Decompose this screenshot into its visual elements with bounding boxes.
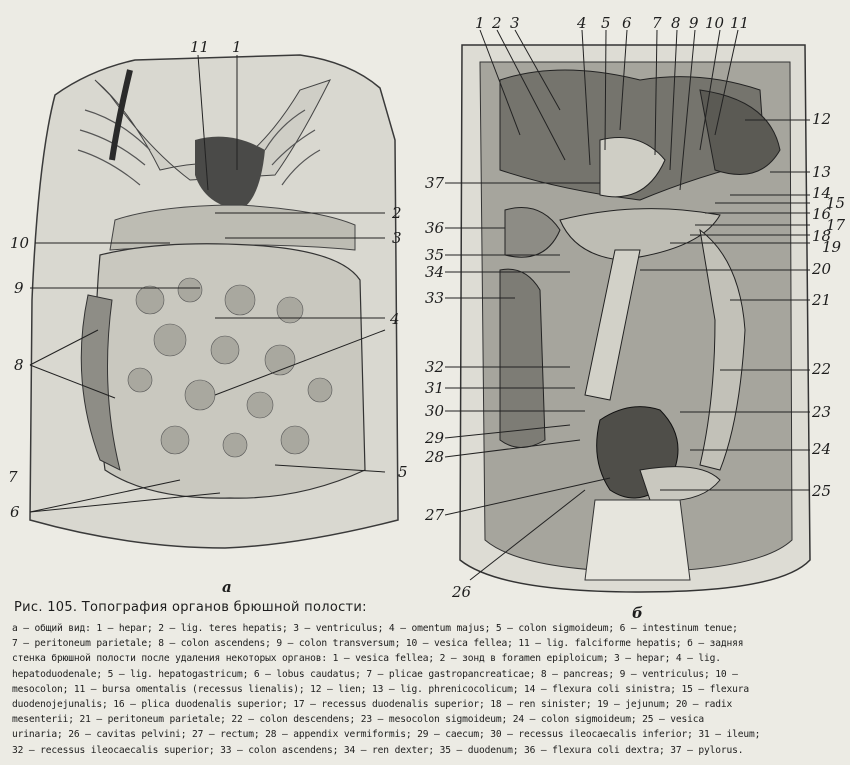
plate-b-callout-27: 27 xyxy=(425,506,445,524)
plate-a-label: а xyxy=(222,578,232,596)
plate-b-callout-12: 12 xyxy=(812,110,832,128)
plate-a-callout-1: 1 xyxy=(232,38,242,56)
plate-b-callout-18: 18 xyxy=(812,227,832,245)
caption-line: mesenterii; 21 — peritoneum parietale; 22 — colon descendens; 23 — mesocolon sigmoideum; 24 — colon sigmoideum; 25 — vesica xyxy=(12,714,704,726)
plate-b-callout-32: 32 xyxy=(425,358,445,376)
caption-line: hepatoduodenale; 5 — lig. hepatogastricum; 6 — lobus caudatus; 7 — plicae gastropancreaticae; 8 — pancreas; 9 — ventriculus; 10 — xyxy=(12,668,738,680)
caption-line: urinaria; 26 — cavitas pelvini; 27 — rectum; 28 — appendix vermiformis; 29 — caecum; 30 — recessus ileocaecalis inferior; 31 — ileum; xyxy=(12,729,761,741)
plate-b-callout-8: 8 xyxy=(671,14,681,32)
plate-b-callout-15: 15 xyxy=(826,194,846,212)
figure-caption xyxy=(12,600,840,758)
plate-b-callout-34: 34 xyxy=(425,263,445,281)
plate-b-callout-6: 6 xyxy=(622,14,632,32)
plate-b-callout-3: 3 xyxy=(510,14,520,32)
plate-b-callout-17: 17 xyxy=(826,216,846,234)
plate-b-callout-4: 4 xyxy=(577,14,587,32)
plate-a-callout-6: 6 xyxy=(10,503,20,521)
plate-a-callout-7: 7 xyxy=(8,468,18,486)
plate-b-callout-11: 11 xyxy=(730,14,750,32)
caption-line: 32 — recessus ileocaecalis superior; 33 — colon ascendens; 34 — ren dexter; 35 — duodenum; 36 — flexura coli dextra; 37 — pylorus. xyxy=(12,744,744,756)
plate-b-callout-36: 36 xyxy=(425,219,445,237)
plate-b-callout-16: 16 xyxy=(812,205,832,223)
plate-b-callout-7: 7 xyxy=(652,14,662,32)
plate-a-callout-10: 10 xyxy=(10,234,30,252)
caption-line: 7 — peritoneum parietale; 8 — colon ascendens; 9 — colon transversum; 10 — vesica fellea; 11 — lig. falciforme hepatis; б — задняя xyxy=(12,638,744,650)
plate-a-drawing xyxy=(30,55,398,548)
plate-b-callout-23: 23 xyxy=(812,403,832,421)
plate-b-callout-13: 13 xyxy=(812,163,832,181)
plate-b-callout-37: 37 xyxy=(425,174,445,192)
plate-b-callout-30: 30 xyxy=(425,402,445,420)
plate-a-callout-4: 4 xyxy=(390,310,400,328)
caption-title: Рис. 105. Топография органов брюшной полости: xyxy=(14,600,367,615)
plate-a-callout-9: 9 xyxy=(14,279,24,297)
plate-b-callout-35: 35 xyxy=(425,246,445,264)
plate-a-callout-5: 5 xyxy=(398,463,408,481)
plate-b-label: б xyxy=(632,604,643,622)
plate-b-callout-24: 24 xyxy=(812,440,832,458)
plate-b-callout-29: 29 xyxy=(425,429,445,447)
plate-b-drawing xyxy=(445,30,810,592)
plate-a-callout-11: 11 xyxy=(190,38,210,56)
plate-b-callout-33: 33 xyxy=(425,289,445,307)
caption-line: duodenojejunalis; 16 — plica duodenalis superior; 17 — recessus duodenalis superior; 18 — ren sinister; 19 — jejunum; 20 — radix xyxy=(12,699,733,711)
plate-b-callout-22: 22 xyxy=(812,360,832,378)
plate-b-callout-10: 10 xyxy=(705,14,725,32)
plate-b-callout-9: 9 xyxy=(689,14,699,32)
caption-line: стенка брюшной полости после удаления некоторых органов: 1 — vesica fellea; 2 — зонд в foramen epiploicum; 3 — hepar; 4 — lig. xyxy=(12,653,721,665)
caption-line: а — общий вид: 1 — hepar; 2 — lig. teres hepatis; 3 — ventriculus; 4 — omentum majus; 5 — colon sigmoideum; 6 — intestinum tenue; xyxy=(12,623,738,634)
plate-b-callout-2: 2 xyxy=(492,14,502,32)
plate-b-callout-25: 25 xyxy=(812,482,832,500)
plate-a-callout-3: 3 xyxy=(392,229,402,247)
plate-b-callout-14: 14 xyxy=(812,184,832,202)
caption-legend xyxy=(12,621,840,758)
plate-a-callout-8: 8 xyxy=(14,356,24,374)
plate-b-callout-31: 31 xyxy=(425,379,445,397)
plate-b-callout-20: 20 xyxy=(812,260,832,278)
plate-b-callout-19: 19 xyxy=(822,238,842,256)
plate-a-callout-2: 2 xyxy=(392,204,402,222)
plate-b-callout-28: 28 xyxy=(425,448,445,466)
plate-b-callout-5: 5 xyxy=(601,14,611,32)
plate-b-callout-26: 26 xyxy=(452,583,472,601)
caption-line: mesocolon; 11 — bursa omentalis (recessus lienalis); 12 — lien; 13 — lig. phrenicocolicum; 14 — flexura coli sinistra; 15 — flexura xyxy=(12,683,749,695)
plate-b-callout-21: 21 xyxy=(812,291,832,309)
plate-b-callout-1: 1 xyxy=(475,14,485,32)
